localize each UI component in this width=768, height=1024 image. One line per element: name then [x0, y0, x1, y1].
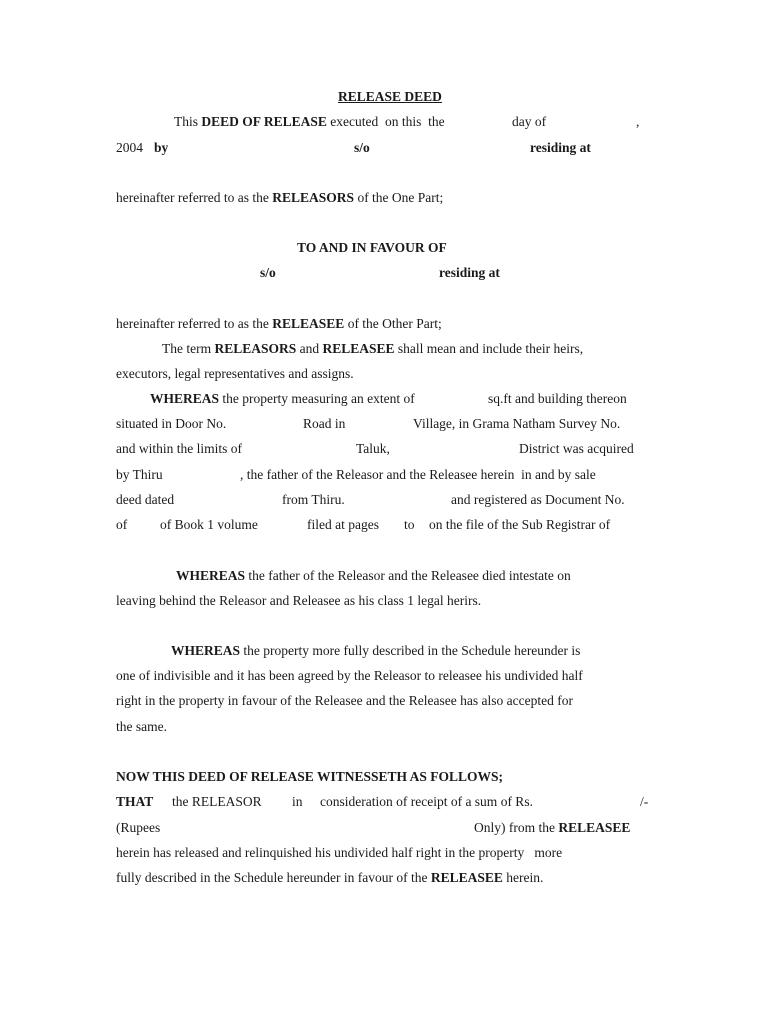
relinquished-line: herein has released and relinquished his undivided half right in the property more — [116, 845, 563, 860]
intro-line-1a: This DEED OF RELEASE executed on this the — [174, 114, 445, 129]
from-thiru: from Thiru. — [282, 492, 345, 507]
in-favour-heading: TO AND IN FAVOUR OF — [297, 240, 447, 255]
whereas-3-line: WHEREAS the property more fully described in the Schedule hereunder is — [171, 643, 581, 658]
that-label: THAT — [116, 794, 154, 809]
whereas-1-line-b: sq.ft and building thereon — [488, 391, 627, 406]
deed-of-release-term: DEED OF RELEASE — [201, 114, 327, 129]
intro-line-1b: day of — [512, 114, 547, 129]
consideration: consideration of receipt of a sum of Rs. — [320, 794, 533, 809]
intro-line-2d: residing at — [530, 140, 591, 155]
rupees-open: (Rupees — [116, 820, 161, 835]
book-volume: of Book 1 volume — [160, 517, 258, 532]
deed-title: RELEASE DEED — [338, 89, 442, 104]
whereas-1-line-a: WHEREAS the property measuring an extent of — [150, 391, 415, 406]
releasee-residing: residing at — [439, 265, 500, 280]
intro-line-1c: , — [636, 114, 640, 129]
whereas-2-line: WHEREAS the father of the Releasor and the Releasee died intestate on — [176, 568, 571, 583]
only-from: Only) from the RELEASEE — [474, 820, 631, 835]
rupees-suffix: /- — [640, 794, 649, 809]
fully-described-line: fully described in the Schedule hereunder in favour of the RELEASEE herein. — [116, 870, 544, 885]
intro-line-2c: s/o — [354, 140, 370, 155]
of-label: of — [116, 517, 128, 532]
taluk: Taluk, — [356, 441, 390, 456]
term-line: The term RELEASORS and RELEASEE shall mean and include their heirs, — [162, 341, 584, 356]
intro-line-2b: by — [154, 140, 169, 155]
the-same-line: the same. — [116, 719, 167, 734]
father-line: , the father of the Releasor and the Releasee herein in and by sale — [240, 467, 596, 482]
limits-of: and within the limits of — [116, 441, 242, 456]
witnesseth-heading: NOW THIS DEED OF RELEASE WITNESSETH AS FOLLOWS; — [116, 769, 503, 784]
executors-line: executors, legal representatives and assigns. — [116, 366, 354, 381]
by-thiru: by Thiru — [116, 467, 163, 482]
to-label: to — [404, 517, 415, 532]
releasee-so: s/o — [260, 265, 276, 280]
district-acquired: District was acquired — [519, 441, 634, 456]
right-in-property-line: right in the property in favour of the Releasee and the Releasee has also accepted for — [116, 693, 573, 708]
road-in: Road in — [303, 416, 346, 431]
filed-pages: filed at pages — [307, 517, 379, 532]
document-no: and registered as Document No. — [451, 492, 625, 507]
in-label: in — [292, 794, 303, 809]
releasors-line: hereinafter referred to as the RELEASORS of the One Part; — [116, 190, 444, 205]
leaving-behind-line: leaving behind the Releasor and Releasee as his class 1 legal herirs. — [116, 593, 482, 608]
village-survey: Village, in Grama Natham Survey No. — [413, 416, 621, 431]
the-releasor: the RELEASOR — [172, 794, 262, 809]
intro-line-2a: 2004 — [116, 140, 143, 155]
deed-dated: deed dated — [116, 492, 175, 507]
indivisible-line: one of indivisible and it has been agreed by the Releasor to releasee his undivided half — [116, 668, 583, 683]
sub-registrar: on the file of the Sub Registrar of — [429, 517, 611, 532]
releasee-line: hereinafter referred to as the RELEASEE of the Other Part; — [116, 316, 442, 331]
door-no: situated in Door No. — [116, 416, 227, 431]
